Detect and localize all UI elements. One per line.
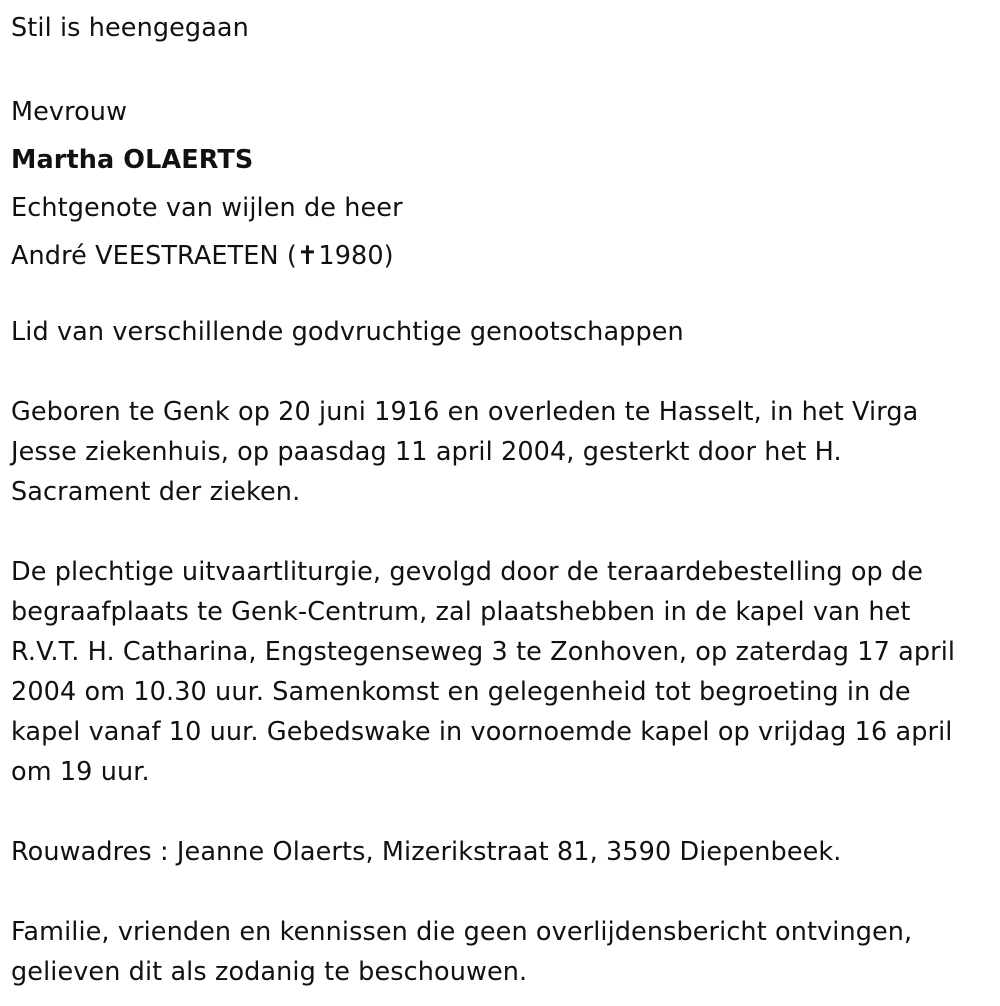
spouse-line-2: André VEESTRAETEN (✝1980) (11, 241, 394, 271)
spouse-line-1: Echtgenote van wijlen de heer (11, 193, 403, 223)
spacer (11, 280, 986, 312)
membership-text: Lid van verschillende godvruchtige genootschappen (11, 317, 684, 347)
spacer (11, 872, 986, 912)
spacer (11, 352, 986, 392)
address-text: Rouwadres : Jeanne Olaerts, Mizerikstraat 81, 3590 Diepenbeek. (11, 837, 842, 867)
birth-death-paragraph: Geboren te Genk op 20 juni 1916 en overleden te Hasselt, in het Virga Jesse ziekenhuis, op paasdag 11 april 2004, gesterkt door het H. Sacrament der zieken. (11, 397, 919, 507)
spacer (11, 48, 986, 88)
deceased-name: Martha OLAERTS (11, 145, 254, 175)
spacer (11, 792, 986, 832)
spacer (11, 512, 986, 552)
intro-text: Stil is heengegaan (11, 13, 249, 43)
obituary-notice (11, 8, 986, 992)
closing-paragraph: Familie, vrienden en kennissen die geen overlijdensbericht ontvingen, gelieven dit als zodanig te beschouwen. (11, 917, 913, 987)
title-text: Mevrouw (11, 97, 128, 127)
funeral-paragraph: De plechtige uitvaartliturgie, gevolgd door de teraardebestelling op de begraafplaats te Genk-Centrum, zal plaatshebben in de kapel van het R.V.T. H. Catharina, Engstegenseweg 3 te Zonhoven, op zaterdag 17 april 2004 om 10.30 uur. Samenkomst en gelegenheid tot begroeting in de kapel vanaf 10 uur. Gebedswake in voornoemde kapel op vrijdag 16 april om 19 uur. (11, 557, 956, 787)
